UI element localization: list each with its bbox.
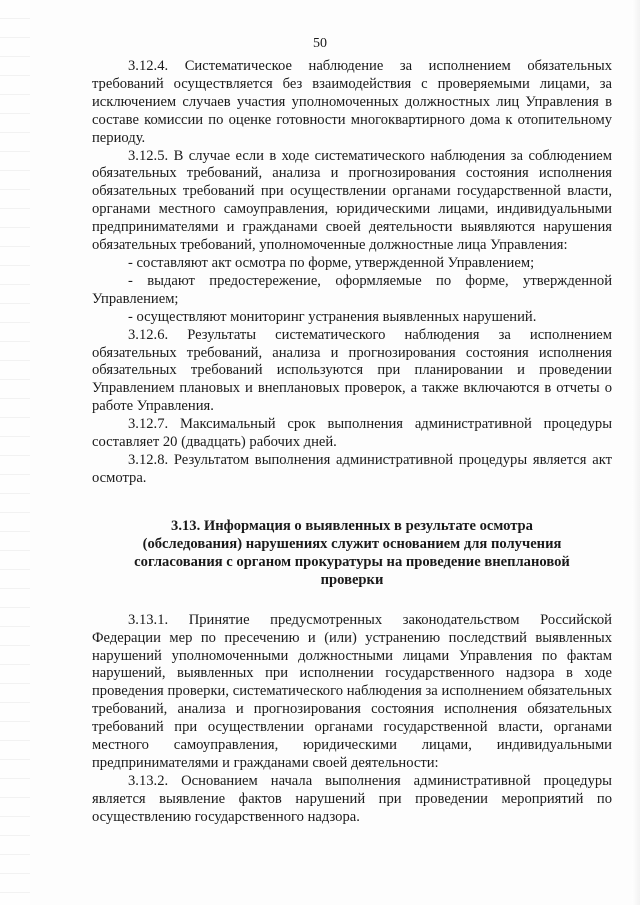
scan-left-edge	[0, 0, 30, 905]
document-body	[92, 58, 612, 827]
paragraph-3-13-1: 3.13.1. Принятие предусмотренных законодательством Российской Федерации мер по пресечению и (или) устранению последствий выявленных нарушений уполномоченными должностными лицами Управления по фактам нарушений, выявленных при исполнении государственного надзора в ходе проведения проверки, систематического наблюдения за исполнением обязательных требований, анализа и прогнозирования состояния исполнения обязательных требований при осуществлении органами государственной власти, органами местного самоуправления, юридическими лицами, индивидуальными предпринимателями и гражданами своей деятельности:	[92, 611, 612, 771]
paragraph-3-13-2: 3.13.2. Основанием начала выполнения административной процедуры является выявление фактов нарушений при проведении мероприятий по осуществлению государственного надзора.	[92, 772, 612, 825]
paragraph-3-12-8: 3.12.8. Результатом выполнения административной процедуры является акт осмотра.	[92, 451, 612, 486]
section-heading-3-13: 3.13. Информация о выявленных в результате осмотра (обследования) нарушениях служит основанием для получения согласования с органом прокуратуры на проведение внеплановой проверки	[134, 517, 570, 588]
list-item-monitoring: - осуществляют мониторинг устранения выявленных нарушений.	[128, 308, 537, 325]
paragraph-3-12-7: 3.12.7. Максимальный срок выполнения административной процедуры составляет 20 (двадцать) рабочих дней.	[92, 416, 612, 451]
list-item-warning: - выдают предостережение, оформляемые по форме, утвержденной Управлением;	[92, 272, 612, 307]
list-item-act: - составляют акт осмотра по форме, утвержденной Управлением;	[128, 254, 535, 271]
paragraph-3-12-6: 3.12.6. Результаты систематического наблюдения за исполнением обязательных требований, анализа и прогнозирования состояния исполнения обязательных требований используются при планировании и проведении Управлением плановых и внеплановых проверок, а также включаются в отчеты о работе Управления.	[92, 326, 612, 415]
scan-right-edge	[632, 0, 640, 905]
paragraph-3-12-5: 3.12.5. В случае если в ходе систематического наблюдения за соблюдением обязательных требований, анализа и прогнозирования состояния исполнения обязательных требований при осуществлении органами государственной власти, органами местного самоуправления, юридическими лицами, индивидуальными предпринимателями и гражданами своей деятельности выявляются нарушения обязательных требований, уполномоченные должностные лица Управления:	[92, 147, 612, 254]
page-number: 50	[313, 36, 327, 51]
paragraph-3-12-4: 3.12.4. Систематическое наблюдение за исполнением обязательных требований осуществляется без взаимодействия с проверяемыми лицами, за исключением случаев участия уполномоченных должностных лиц Управления в составе комиссии по оценке готовности многоквартирного дома к отопительному периоду.	[92, 58, 612, 146]
